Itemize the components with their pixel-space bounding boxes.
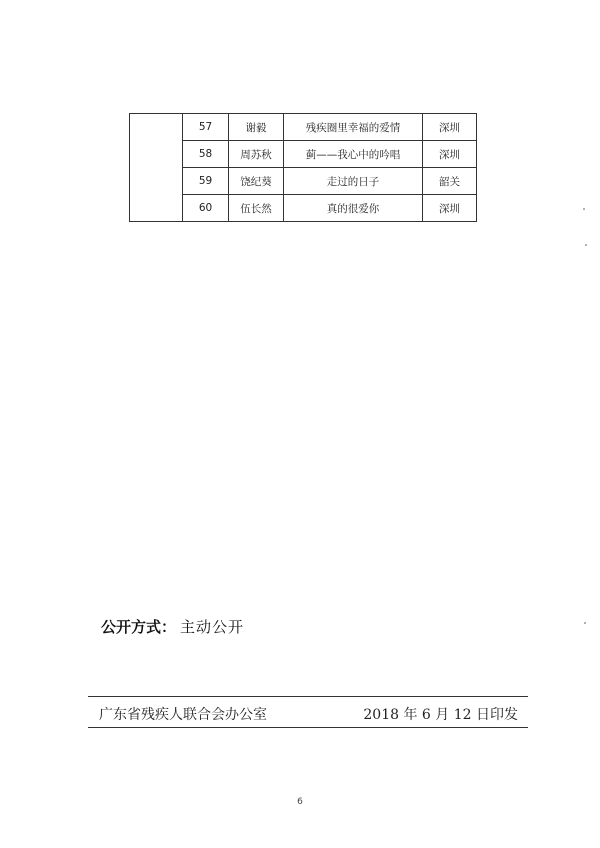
table-group-cell xyxy=(130,114,183,222)
issue-date: 2018 年 6 月 12 日印发 xyxy=(363,707,518,723)
scan-speck xyxy=(583,208,585,210)
author-name: 饶纪葵 xyxy=(229,168,284,195)
row-number: 59 xyxy=(183,168,229,195)
table-row xyxy=(130,114,477,141)
row-number: 60 xyxy=(183,195,229,222)
author-name: 周苏秋 xyxy=(229,141,284,168)
table-row xyxy=(130,168,477,195)
row-number: 57 xyxy=(183,114,229,141)
city: 深圳 xyxy=(423,114,477,141)
disclosure-method xyxy=(101,616,244,637)
issuer-name: 广东省残疾人联合会办公室 xyxy=(99,707,267,723)
work-title: 残疾圈里幸福的爱情 xyxy=(284,114,423,141)
award-table xyxy=(129,113,477,222)
scan-speck xyxy=(584,622,586,624)
disclosure-label: 公开方式： xyxy=(101,618,177,636)
work-title: 走过的日子 xyxy=(284,168,423,195)
page-number: 6 xyxy=(297,797,303,807)
scan-speck xyxy=(585,244,587,246)
author-name: 谢毅 xyxy=(229,114,284,141)
city: 韶关 xyxy=(423,168,477,195)
work-title: 蓟——我心中的吟唱 xyxy=(284,141,423,168)
author-name: 伍长然 xyxy=(229,195,284,222)
disclosure-value: 主动公开 xyxy=(180,618,245,636)
row-number: 58 xyxy=(183,141,229,168)
table-row xyxy=(130,195,477,222)
table-row xyxy=(130,141,477,168)
footer-bottom-rule xyxy=(88,727,528,728)
city: 深圳 xyxy=(423,141,477,168)
city: 深圳 xyxy=(423,195,477,222)
work-title: 真的很爱你 xyxy=(284,195,423,222)
footer-top-rule xyxy=(88,696,528,697)
